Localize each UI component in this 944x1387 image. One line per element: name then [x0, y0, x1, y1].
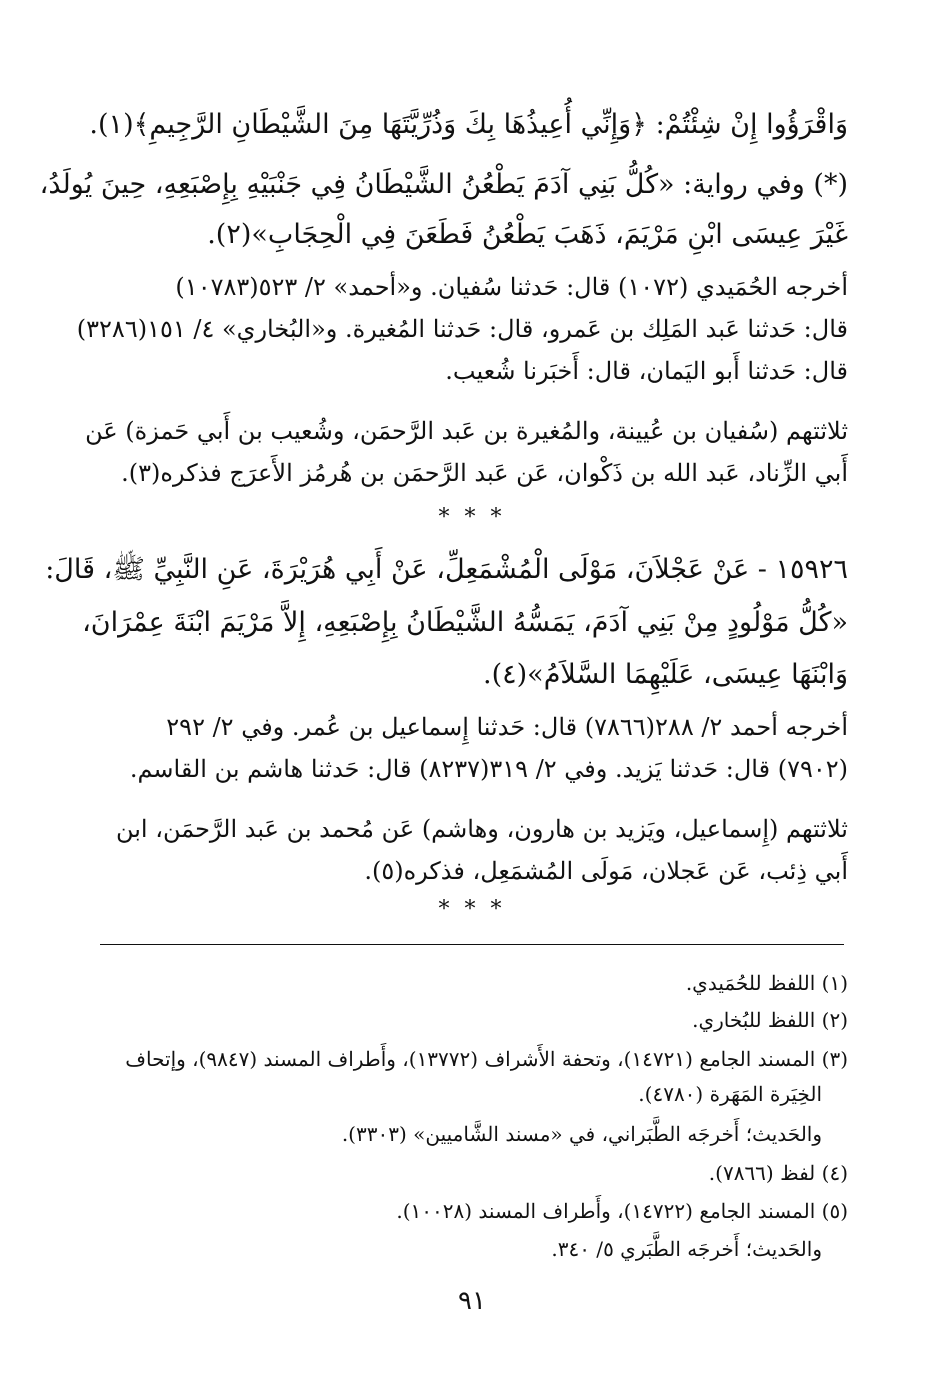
footnote-3-line-3: والحَديث؛ أَخرجَه الطَّبَراني، في «مسند الشَّاميين» (٣٣٠٣).	[341, 1122, 822, 1146]
footnote-1: (١) اللفظ للحُمَيدي.	[685, 971, 848, 995]
riwaya-line-2: غَيْرَ عِيسَى ابْنِ مَرْيَمَ، ذَهَبَ يَطْعُنُ فَطَعَنَ فِي الْحِجَابِ»(٢).	[207, 219, 848, 250]
takhrij-line-2: قال: حَدثنا عَبد المَلِك بن عَمرو، قال: حَدثنا المُغيرة. و«البُخاري» ٤/ ١٥١(٣٢٨٦)	[76, 315, 848, 343]
takhrij-line-1: أخرجه الحُمَيدي (١٠٧٢) قال: حَدثنا سُفيان. و«أحمد» ٢/ ٥٢٣(١٠٧٨٣)	[175, 273, 848, 301]
takhrij2-line-1: أخرجه أحمد ٢/ ٢٨٨(٧٨٦٦) قال: حَدثنا إِسماعيل بن عُمر. وفي ٢/ ٢٩٢	[166, 713, 848, 741]
footnote-5-line-2: والحَديث؛ أَخرجَه الطَّبَري ٥/ ٣٤٠.	[551, 1237, 822, 1261]
isnad2-line-2: أَبي ذِئب، عَن عَجلان، مَولَى المُشمَعِل، فذكره(٥).	[364, 857, 848, 885]
footnote-2: (٢) اللفظ للبُخاري.	[692, 1008, 848, 1032]
section-separator: * * *	[438, 897, 506, 922]
takhrij-line-3: قال: حَدثنا أَبو اليَمان، قال: أَخبَرنا شُعيب.	[445, 357, 848, 385]
footnote-4: (٤) لفظ (٧٨٦٦).	[708, 1161, 848, 1185]
hadith-text-line-2: «كُلُّ مَوْلُودٍ مِنْ بَنِي آدَمَ، يَمَسُّهُ الشَّيْطَانُ بِإِصْبَعِهِ، إِلاَّ مَرْيَمَ ابْنَةَ عِمْرَانَ،	[82, 607, 848, 638]
takhrij2-line-2: (٧٩٠٢) قال: حَدثنا يَزيد. وفي ٢/ ٣١٩(٨٢٣٧) قال: حَدثنا هاشم بن القاسم.	[129, 755, 848, 783]
footnote-divider	[100, 944, 844, 945]
page-number: ٩١	[458, 1286, 486, 1316]
quran-verse-line: وَاقْرَؤُوا إِنْ شِئْتُمْ: ﴿وَإِنِّي أُعِيذُهَا بِكَ وَذُرِّيَّتَهَا مِنَ الشَّيْطَانِ الرَّجِيمِ﴾(١).	[89, 109, 848, 140]
footnote-3-line-1: (٣) المسند الجامع (١٤٧٢١)، وتحفة الأَشراف (١٣٧٧٢)، وأَطراف المسند (٩٨٤٧)، وإتحاف	[125, 1047, 848, 1071]
footnote-3-line-2: الخِيَرة المَهَرة (٤٧٨٠).	[638, 1082, 822, 1106]
riwaya-line-1: (*) وفي رواية: «كُلُّ بَنِي آدَمَ يَطْعُنُ الشَّيْطَانُ فِي جَنْبَيْهِ بِإِصْبَعِهِ، حِينَ يُولَدُ،	[39, 169, 848, 200]
isnad-line-2: أَبي الزِّناد، عَبد الله بن ذَكْوان، عَن عَبد الرَّحمَن بن هُرمُز الأَعرَج فذكره(٣).	[121, 459, 848, 487]
hadith-number-line: ١٥٩٢٦ - عَنْ عَجْلاَنَ، مَوْلَى الْمُشْمَعِلِّ، عَنْ أَبِي هُرَيْرَةَ، عَنِ النَّبِيِّ ﷺ، قَالَ:	[45, 554, 848, 585]
section-separator: * * *	[438, 505, 506, 530]
footnote-5-line-1: (٥) المسند الجامع (١٤٧٢٢)، وأَطراف المسند (١٠٠٢٨).	[396, 1199, 848, 1223]
isnad2-line-1: ثلاثتهم (إِسماعيل، ويَزيد بن هارون، وهاشم) عَن مُحمد بن عَبد الرَّحمَن، ابن	[115, 815, 848, 843]
hadith-text-line-3: وَابْنَهَا عِيسَى، عَلَيْهِمَا السَّلاَمُ»(٤).	[483, 659, 848, 690]
isnad-line-1: ثلاثتهم (سُفيان بن عُيينة، والمُغيرة بن عَبد الرَّحمَن، وشُعيب بن أَبي حَمزة) عَن	[85, 417, 848, 445]
